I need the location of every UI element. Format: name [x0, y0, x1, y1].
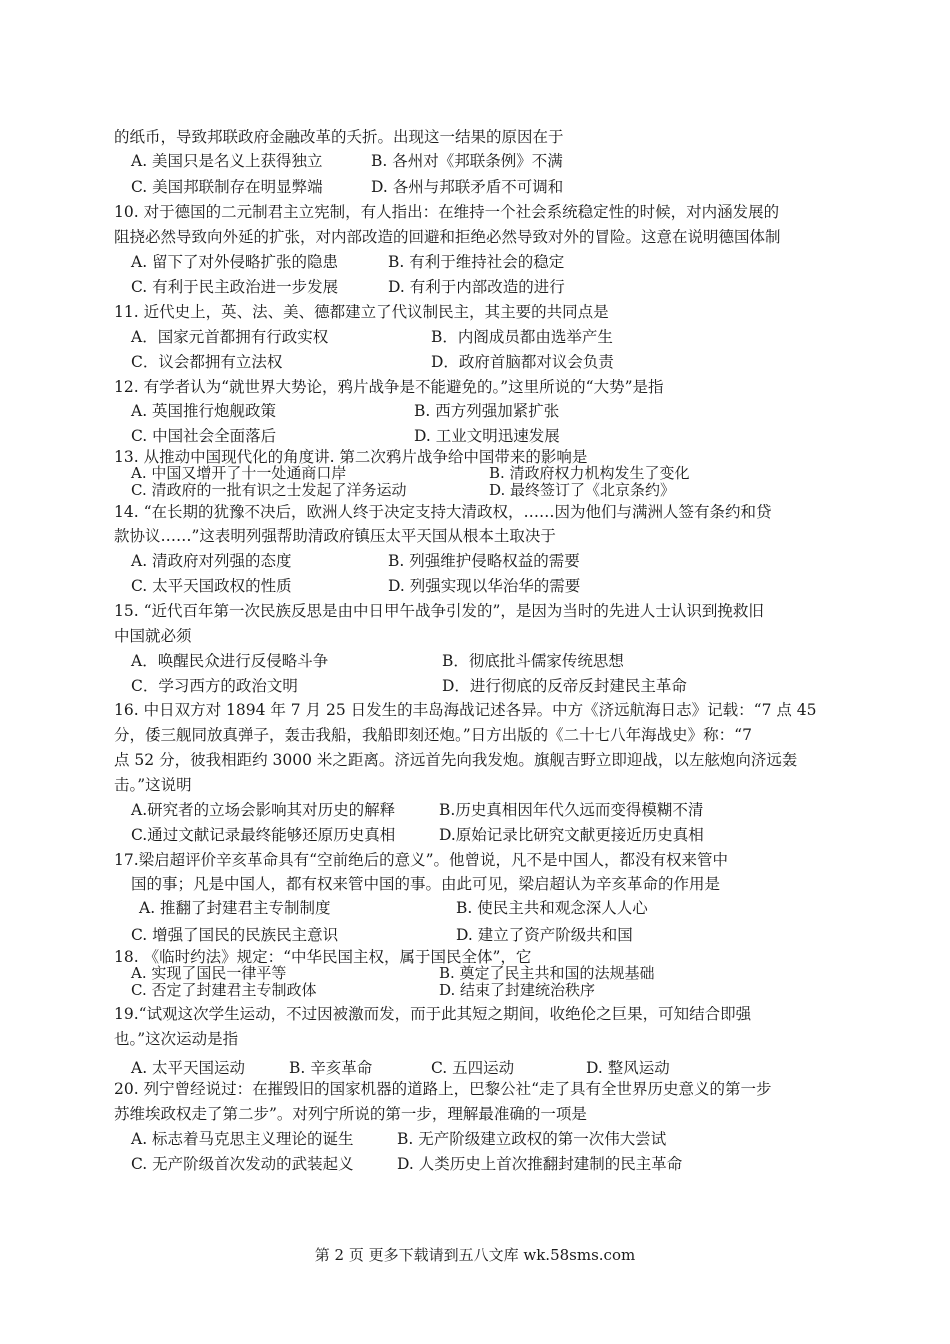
q16-stem-line3: 点 52 分，彼我相距约 3000 米之距离。济远首先向我发炮。旗舰吉野立即迎战，以左舷炮向济远轰 — [114, 751, 798, 769]
q16-option-b: B.历史真相因年代久远而变得模糊不清 — [439, 801, 704, 819]
q20-option-d: D. 人类历史上首次推翻封建制的民主革命 — [397, 1155, 683, 1173]
q20-option-a: A. 标志着马克思主义理论的诞生 — [131, 1130, 354, 1148]
q16-option-d: D.原始记录比研究文献更接近历史真相 — [439, 826, 704, 844]
q20-option-c: C. 无产阶级首次发动的武装起义 — [131, 1155, 354, 1173]
q13-option-a: A. 中国又增开了十一处通商口岸 — [131, 464, 347, 482]
q17-option-b: B. 使民主共和观念深人人心 — [456, 899, 648, 917]
q11-option-c: C．议会都拥有立法权 — [131, 353, 283, 371]
q17-option-c: C. 增强了国民的民族民主意识 — [131, 926, 339, 944]
q20-option-b: B. 无产阶级建立政权的第一次伟大尝试 — [397, 1130, 667, 1148]
q13-stem: 13. 从推动中国现代化的角度讲. 第二次鸦片战争给中国带来的影响是 — [114, 448, 588, 466]
q17-stem-line1: 17.梁启超评价辛亥革命具有“空前绝后的意义”。他曾说，凡不是中国人，都没有权来管中 — [114, 851, 729, 869]
q11-stem: 11. 近代史上，英、法、美、德都建立了代议制民主，其主要的共同点是 — [114, 303, 609, 321]
q15-option-c: C．学习西方的政治文明 — [131, 677, 298, 695]
q16-option-a: A.研究者的立场会影响其对历史的解释 — [131, 801, 396, 819]
q9-option-a: A. 美国只是名义上获得独立 — [131, 152, 323, 170]
q19-stem-line2: 也。”这次运动是指 — [114, 1030, 239, 1048]
q12-option-d: D. 工业文明迅速发展 — [414, 427, 560, 445]
q15-stem-line1: 15. “近代百年第一次民族反思是由中日甲午战争引发的”，是因为当时的先进人士认识到挽救旧 — [114, 602, 764, 620]
q17-stem-line2: 国的事；凡是中国人，都有权来管中国的事。由此可见，梁启超认为辛亥革命的作用是 — [131, 875, 721, 893]
q19-option-a: A. 太平天国运动 — [131, 1059, 246, 1077]
q17-option-a: A. 推翻了封建君主专制制度 — [139, 899, 331, 917]
q12-option-a: A. 英国推行炮舰政策 — [131, 402, 277, 420]
q10-option-b: B. 有利于维持社会的稳定 — [388, 253, 565, 271]
q16-stem-line4: 击。”这说明 — [114, 776, 192, 794]
q12-option-b: B. 西方列强加紧扩张 — [414, 402, 560, 420]
q10-stem-line2: 阻挠必然导致向外延的扩张，对内部改造的回避和拒绝必然导致对外的冒险。这意在说明德国体制 — [114, 228, 781, 246]
q12-option-c: C. 中国社会全面落后 — [131, 427, 277, 445]
q20-stem-line1: 20. 列宁曾经说过：在摧毁旧的国家机器的道路上，巴黎公社“走了具有全世界历史意义的第一步 — [114, 1080, 772, 1098]
q9-option-d: D. 各州与邦联矛盾不可调和 — [371, 178, 564, 196]
q11-option-b: B．内阁成员都由选举产生 — [431, 328, 613, 346]
q16-stem-line2: 分，倭三舰同放真弹子，轰击我船，我船即刻还炮。”日方出版的《二十七八年海战史》称：“7 — [114, 726, 752, 744]
q19-stem-line1: 19.“试观这次学生运动，不过因被激而发，而于此其短之期间，收绝伦之巨果，可知结合即强 — [114, 1005, 752, 1023]
q18-option-b: B. 奠定了民主共和国的法规基础 — [439, 964, 655, 982]
q13-option-c: C. 清政府的一批有识之士发起了洋务运动 — [131, 481, 407, 499]
q15-option-a: A．唤醒民众进行反侵略斗争 — [131, 652, 329, 670]
q10-stem-line1: 10. 对于德国的二元制君主立宪制，有人指出：在维持一个社会系统稳定性的时候，对内涵发展的 — [114, 203, 780, 221]
q9-option-b: B. 各州对《邦联条例》不满 — [371, 152, 563, 170]
q11-option-a: A．国家元首都拥有行政实权 — [131, 328, 329, 346]
q10-option-a: A. 留下了对外侵略扩张的隐患 — [131, 253, 339, 271]
q15-option-b: B．彻底批斗儒家传统思想 — [442, 652, 624, 670]
q20-stem-line2: 苏维埃政权走了第二步”。对列宁所说的第一步，理解最准确的一项是 — [114, 1105, 587, 1123]
q19-option-c: C. 五四运动 — [431, 1059, 515, 1077]
intro-text: 的纸币，导致邦联政府金融改革的夭折。出现这一结果的原因在于 — [114, 128, 564, 146]
q18-option-a: A. 实现了国民一律平等 — [131, 964, 287, 982]
q16-option-c: C.通过文献记录最终能够还原历史真相 — [131, 826, 396, 844]
q18-option-d: D. 结束了封建统治秩序 — [439, 981, 596, 999]
q18-option-c: C. 否定了封建君主专制政体 — [131, 981, 317, 999]
q10-option-c: C. 有利于民主政治进一步发展 — [131, 278, 339, 296]
q19-option-d: D. 整风运动 — [586, 1059, 670, 1077]
q10-option-d: D. 有利于内部改造的进行 — [388, 278, 565, 296]
q12-stem: 12. 有学者认为“就世界大势论，鸦片战争是不能避免的。”这里所说的“大势”是指 — [114, 378, 664, 396]
q13-option-b: B. 清政府权力机构发生了变化 — [489, 464, 690, 482]
q16-stem-line1: 16. 中日双方对 1894 年 7 月 25 日发生的丰岛海战记述各异。中方《济远航海日志》记载：“7 点 45 — [114, 701, 817, 719]
q19-option-b: B. 辛亥革命 — [289, 1059, 373, 1077]
q14-option-d: D. 列强实现以华治华的需要 — [388, 577, 581, 595]
page-footer: 第 2 页 更多下载请到五八文库 wk.58sms.com — [314, 1246, 636, 1264]
q9-option-c: C. 美国邦联制存在明显弊端 — [131, 178, 323, 196]
q14-stem-line2: 款协议……”这表明列强帮助清政府镇压太平天国从根本土取决于 — [114, 527, 556, 545]
q14-option-c: C. 太平天国政权的性质 — [131, 577, 292, 595]
q14-option-b: B. 列强维护侵略权益的需要 — [388, 552, 580, 570]
q14-stem-line1: 14. “在长期的犹豫不决后，欧洲人终于决定支持大清政权，……因为他们与满洲人签有条约和贷 — [114, 503, 772, 521]
q18-stem: 18. 《临时约法》规定：“中华民国主权，属于国民全体”，它 — [114, 948, 532, 966]
q11-option-d: D．政府首脑都对议会负责 — [431, 353, 614, 371]
q14-option-a: A. 清政府对列强的态度 — [131, 552, 292, 570]
q17-option-d: D. 建立了资产阶级共和国 — [456, 926, 633, 944]
q15-stem-line2: 中国就必须 — [114, 627, 192, 645]
q15-option-d: D．进行彻底的反帝反封建民主革命 — [442, 677, 687, 695]
q13-option-d: D. 最终签订了《北京条约》 — [489, 481, 676, 499]
